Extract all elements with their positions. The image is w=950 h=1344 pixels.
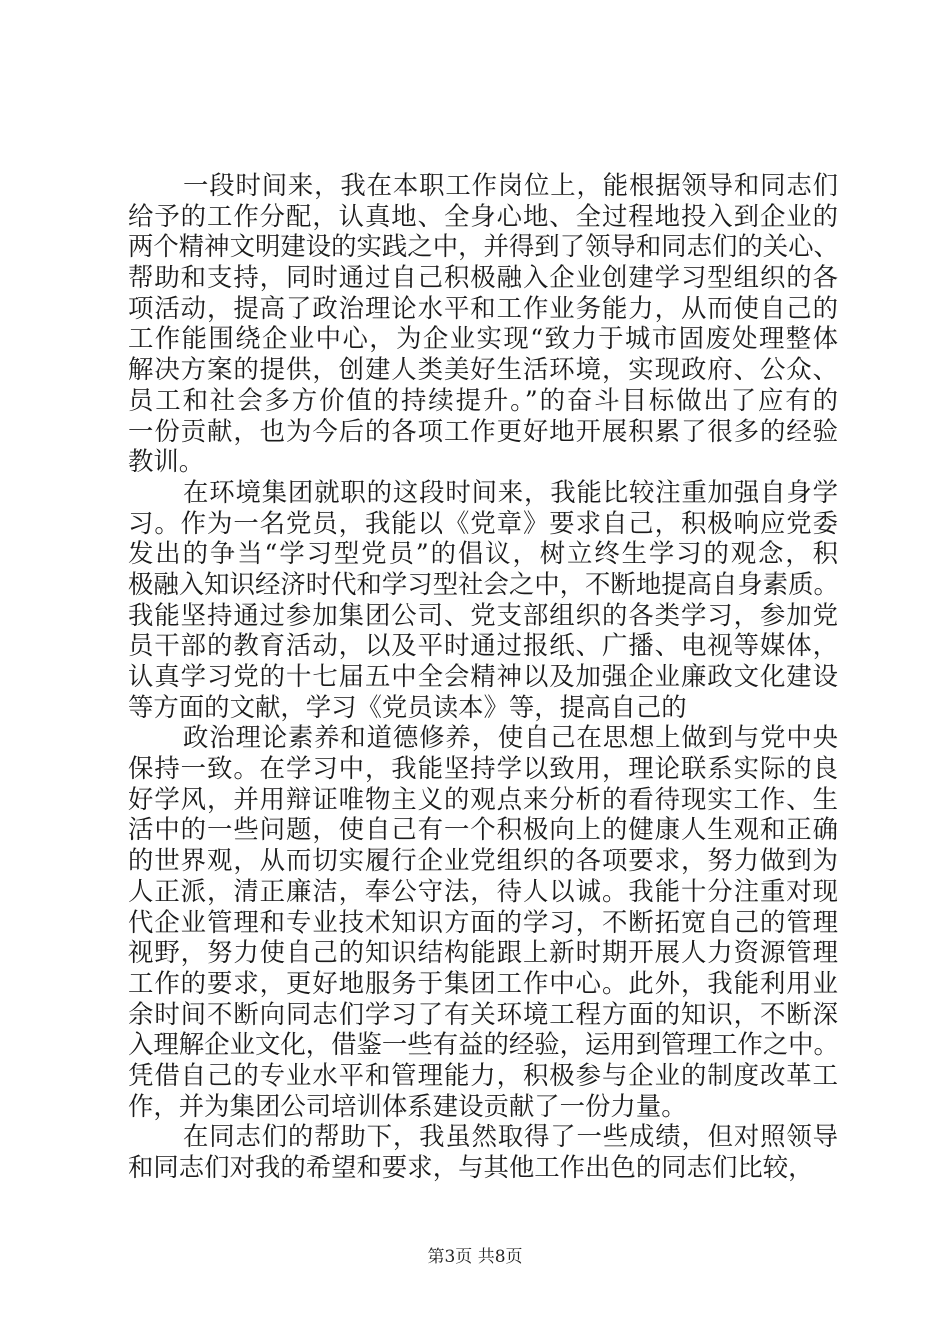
paragraph-line: 代企业管理和专业技术知识方面的学习，不断拓宽自己的管理 bbox=[128, 906, 838, 937]
paragraph bbox=[128, 1121, 838, 1182]
paragraph-line: 工作的要求，更好地服务于集团工作中心。此外，我能利用业 bbox=[128, 967, 838, 998]
paragraph-line: 活中的一些问题，使自己有一个积极向上的健康人生观和正确 bbox=[128, 814, 838, 845]
paragraph-line: 作，并为集团公司培训体系建设贡献了一份力量。 bbox=[128, 1090, 687, 1121]
paragraph-line: 帮助和支持，同时通过自己积极融入企业创建学习型组织的各 bbox=[128, 262, 838, 293]
paragraph-line: 在环境集团就职的这段时间来，我能比较注重加强自身学 bbox=[183, 476, 838, 507]
paragraph bbox=[128, 477, 838, 723]
paragraph bbox=[128, 722, 838, 1121]
paragraph-line: 的世界观，从而切实履行企业党组织的各项要求，努力做到为 bbox=[128, 845, 838, 876]
paragraph-line: 习。作为一名党员，我能以《党章》要求自己，积极响应党委 bbox=[128, 507, 838, 538]
paragraph-line: 教训。 bbox=[128, 446, 205, 477]
paragraph-line: 和同志们对我的希望和要求，与其他工作出色的同志们比较， bbox=[128, 1152, 814, 1182]
paragraph-line: 入理解企业文化，借鉴一些有益的经验，运用到管理工作之中。 bbox=[128, 1029, 839, 1060]
paragraph-line: 等方面的文献，学习《党员读本》等，提高自己的 bbox=[128, 691, 687, 722]
paragraph-line: 给予的工作分配，认真地、全身心地、全过程地投入到企业的 bbox=[128, 200, 838, 231]
paragraph-line: 余时间不断向同志们学习了有关环境工程方面的知识，不断深 bbox=[128, 998, 838, 1029]
paragraph-line: 两个精神文明建设的实践之中，并得到了领导和同志们的关心、 bbox=[128, 231, 839, 262]
paragraph-line: 视野，努力使自己的知识结构能跟上新时期开展人力资源管理 bbox=[128, 937, 838, 968]
page-footer: 第3页 共8页 bbox=[427, 1247, 523, 1267]
paragraph-line: 一份贡献，也为今后的各项工作更好地开展积累了很多的经验 bbox=[128, 415, 838, 446]
document-body bbox=[128, 170, 838, 1183]
paragraph-line: 保持一致。在学习中，我能坚持学以致用，理论联系实际的良 bbox=[128, 753, 838, 784]
paragraph-line: 项活动，提高了政治理论水平和工作业务能力，从而使自己的 bbox=[128, 292, 838, 323]
paragraph-line: 员干部的教育活动，以及平时通过报纸、广播、电视等媒体， bbox=[128, 630, 838, 661]
paragraph-line: 我能坚持通过参加集团公司、党支部组织的各类学习，参加党 bbox=[128, 599, 838, 630]
paragraph-line: 解决方案的提供，创建人类美好生活环境，实现政府、公众、 bbox=[128, 354, 838, 385]
paragraph-line: 凭借自己的专业水平和管理能力，积极参与企业的制度改革工 bbox=[128, 1059, 838, 1090]
paragraph-line: 员工和社会多方价值的持续提升。”的奋斗目标做出了应有的 bbox=[128, 384, 838, 415]
paragraph-line: 好学风，并用辩证唯物主义的观点来分析的看待现实工作、生 bbox=[128, 783, 838, 814]
paragraph bbox=[128, 170, 838, 477]
paragraph-line: 认真学习党的十七届五中全会精神以及加强企业廉政文化建设 bbox=[128, 661, 838, 691]
paragraph-line: 政治理论素养和道德修养，使自己在思想上做到与党中央 bbox=[183, 722, 838, 753]
paragraph-line: 一段时间来，我在本职工作岗位上，能根据领导和同志们 bbox=[183, 170, 838, 200]
paragraph-line: 人正派，清正廉洁，奉公守法，待人以诚。我能十分注重对现 bbox=[128, 875, 838, 906]
paragraph-line: 在同志们的帮助下，我虽然取得了一些成绩，但对照领导 bbox=[183, 1121, 838, 1152]
paragraph-line: 发出的争当“学习型党员”的倡议，树立终生学习的观念，积 bbox=[128, 538, 838, 569]
paragraph-line: 极融入知识经济时代和学习型社会之中，不断地提高自身素质。 bbox=[128, 568, 839, 599]
paragraph-line: 工作能围绕企业中心，为企业实现“致力于城市固废处理整体 bbox=[128, 323, 838, 354]
